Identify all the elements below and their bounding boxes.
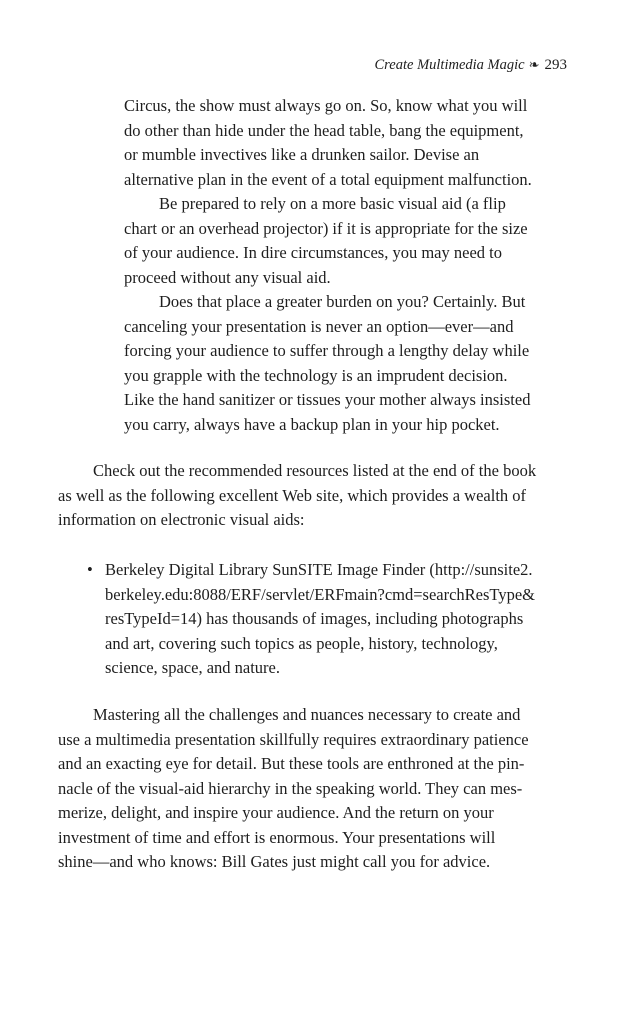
text-line: shine—and who knows: Bill Gates just might call you for advice. [58,852,491,871]
text-line: resTypeId=14) has thousands of images, including photographs [105,609,524,628]
text-line: or mumble invectives like a drunken sailor. Devise an [124,145,480,164]
text-line: canceling your presentation is never an option—ever—and [124,316,514,336]
text-line: Mastering all the challenges and nuances necessary to create and [93,705,521,724]
text-line: as well as the following excellent Web site, which provides a wealth of [58,485,527,505]
page-number: 293 [544,57,567,73]
text-line: and an exacting eye for detail. But these tools are enthroned at the pin- [58,754,525,773]
text-line: and art, covering such topics as people, history, technology, [105,633,498,653]
text-line: do other than hide under the head table, bang the equipment, [124,120,524,140]
text-line: forcing your audience to suffer through a lengthy delay while [124,341,530,360]
text-line: Circus, the show must always go on. So, know what you will [124,96,528,115]
quote-paragraph-2 [124,192,568,290]
text-line: proceed without any visual aid. [124,267,331,287]
text-line: alternative plan in the event of a total equipment malfunction. [124,169,532,189]
quote-paragraph-1 [124,94,568,192]
text-line: investment of time and effort is enormous. Your presentations will [58,827,496,847]
text-line: Does that place a greater burden on you? Certainly. But [159,292,526,311]
text-line: information on electronic visual aids: [58,510,305,529]
running-head [375,55,567,75]
resource-list [58,558,569,681]
text-line: nacle of the visual-aid hierarchy in the speaking world. They can mes- [58,778,523,798]
text-line: Check out the recommended resources listed at the end of the book [93,461,537,480]
list-item [58,558,569,681]
text-line: berkeley.edu:8088/ERF/servlet/ERFmain?cmd=searchResType& [105,584,536,604]
text-line: merize, delight, and inspire your audience. And the return on your [58,803,494,822]
text-line: Berkeley Digital Library SunSITE Image Finder (http://sunsite2. [105,560,533,579]
text-line: Like the hand sanitizer or tissues your mother always insisted [124,390,531,409]
text-line: you grapple with the technology is an imprudent decision. [124,365,508,385]
body-paragraph-2 [58,703,569,875]
running-head-title: Create Multimedia Magic [374,57,525,73]
text-line: Be prepared to rely on a more basic visual aid (a flip [159,194,506,213]
text-line: you carry, always have a backup plan in your hip pocket. [124,414,500,434]
text-line: of your audience. In dire circumstances, you may need to [124,243,502,262]
text-line: chart or an overhead projector) if it is appropriate for the size [124,218,528,238]
fleuron-icon: ❧ [528,57,540,72]
bullet-icon: • [87,560,93,579]
body-paragraph-1 [58,459,569,533]
text-line: science, space, and nature. [105,658,280,677]
quote-paragraph-3 [124,290,568,437]
text-line: use a multimedia presentation skillfully requires extraordinary patience [58,729,529,749]
